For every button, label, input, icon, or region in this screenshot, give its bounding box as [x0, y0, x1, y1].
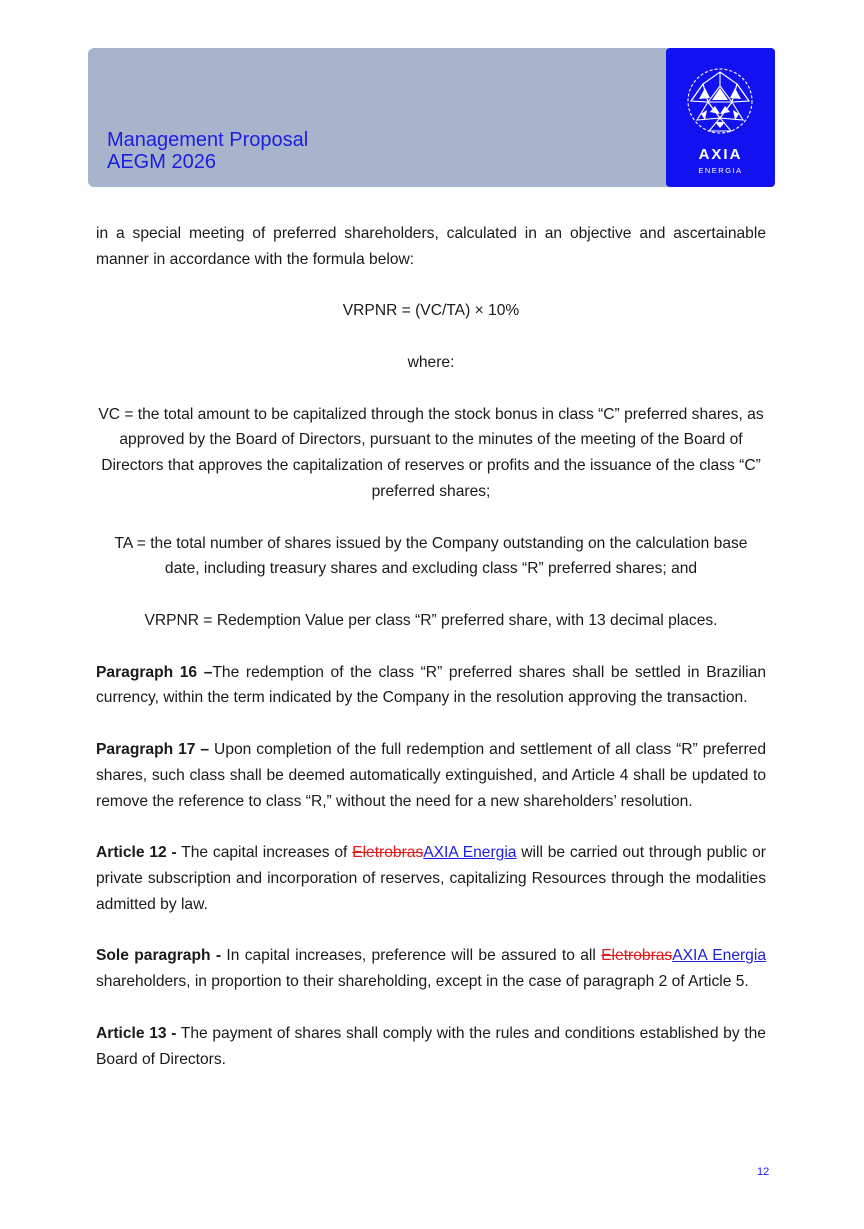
article-13: [96, 1021, 766, 1073]
sole-paragraph-label: Sole paragraph -: [96, 947, 222, 965]
logo-wordmark: AXIA: [698, 146, 743, 163]
paragraph-16-label: Paragraph 16 –: [96, 663, 213, 681]
paragraph-17-text: Upon completion of the full redemption and settlement of all class “R” preferred shares, such class shall be deemed automatically extinguished, and Article 4 shall be updated to remove the reference to class “R,” without the need for a new shareholders’ resolution.: [96, 740, 766, 810]
globe-icon: [685, 66, 755, 136]
header-title-line2: AEGM 2026: [107, 151, 216, 173]
inserted-text: AXIA Energia: [672, 947, 766, 965]
sole-paragraph-pre: In capital increases, preference will be assured to all: [221, 947, 602, 965]
article-12-pre: The capital increases of: [176, 844, 353, 862]
formula: VRPNR = (VC/TA) × 10%: [342, 302, 520, 320]
sole-paragraph: [96, 943, 766, 995]
where-label: where:: [407, 353, 455, 371]
document-body: [96, 221, 766, 1098]
article-12-post: will be carried out through public or private subscription and incorporation of reserves, capitalizing Resources through the modalities admitted by law.: [96, 844, 766, 913]
paragraph-16-text: The redemption of the class “R” preferred shares shall be settled in Brazilian currency, within the term indicated by the Company in the resolution approving the transaction.: [96, 663, 766, 707]
article-13-text: The payment of shares shall comply with the rules and conditions established by the Board of Directors.: [96, 1024, 766, 1068]
intro-paragraph: in a special meeting of preferred shareholders, calculated in an objective and ascertainable manner in accordance with the formula below:: [96, 225, 766, 268]
article-13-label: Article 13 -: [96, 1024, 177, 1042]
inserted-text: AXIA Energia: [423, 844, 517, 862]
article-12: [96, 840, 766, 917]
logo-subtitle: ENERGIA: [698, 166, 743, 175]
deleted-text: Eletrobras: [352, 844, 424, 862]
vrpnr-definition: VRPNR = Redemption Value per class “R” preferred share, with 13 decimal places.: [144, 611, 718, 629]
paragraph-16: [96, 660, 766, 712]
company-logo: [666, 48, 775, 187]
paragraph-17: [96, 737, 766, 814]
page-number: 12: [757, 1166, 770, 1178]
header-title: [107, 129, 308, 173]
vc-definition: VC = the total amount to be capitalized through the stock bonus in class “C” preferred shares, as approved by the Board of Directors, pursuant to the minutes of the meeting of the Board of Directors that approves the capitalization of reserves or profits and the issuance of the class “C” preferred shares;: [98, 405, 764, 500]
article-12-label: Article 12 -: [96, 844, 177, 862]
header-title-line1: Management Proposal: [107, 129, 309, 151]
sole-paragraph-post: shareholders, in proportion to their shareholding, except in the case of paragraph 2 of Article 5.: [96, 973, 749, 991]
paragraph-17-label: Paragraph 17 –: [96, 740, 210, 758]
ta-definition: TA = the total number of shares issued by the Company outstanding on the calculation base date, including treasury shares and excluding class “R” preferred shares; and: [114, 534, 748, 578]
deleted-text: Eletrobras: [601, 947, 673, 965]
